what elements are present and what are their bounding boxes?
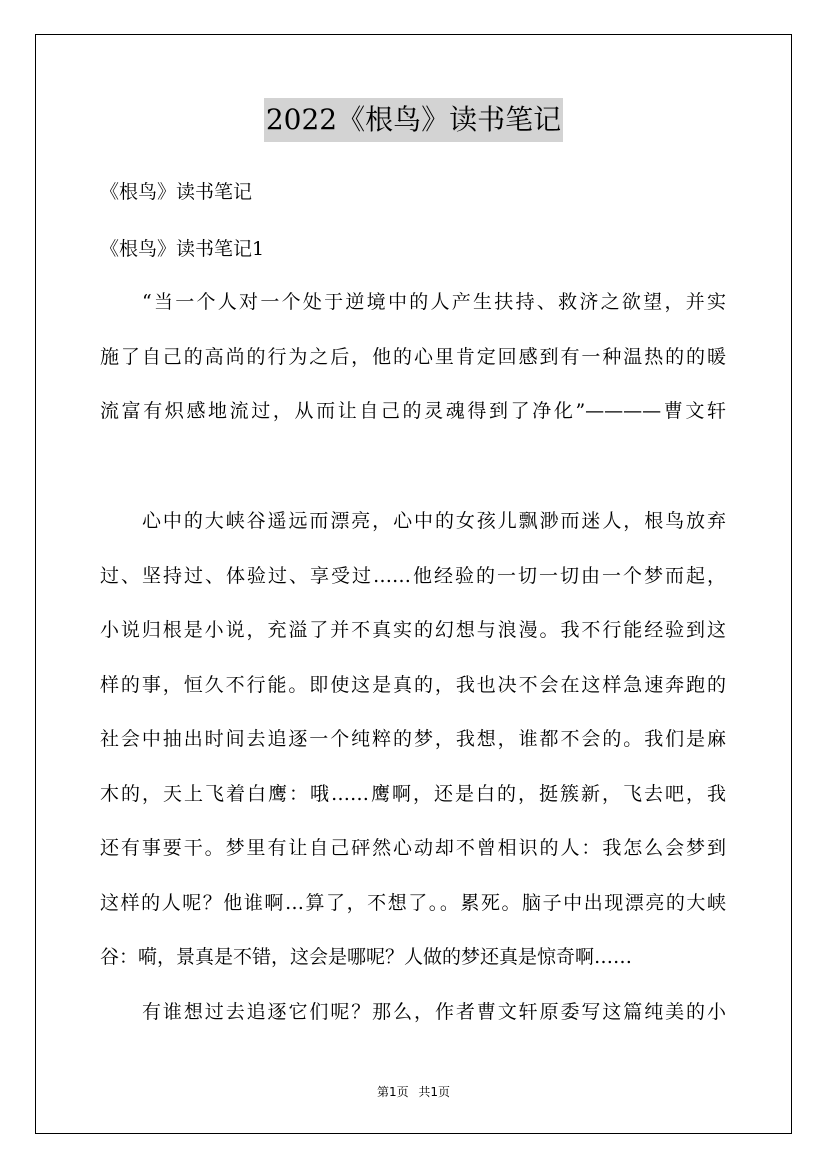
page-number: 第1页 bbox=[376, 1085, 409, 1099]
document-title-wrap bbox=[0, 98, 827, 142]
paragraph-line: 心中的大峡谷遥远而漂亮，心中的女孩儿飘渺而迷人，根鸟放弃 bbox=[142, 510, 726, 532]
paragraph-line: 木的，天上飞着白鹰：哦……鹰啊，还是白的，挺簇新，飞去吧，我 bbox=[100, 782, 726, 805]
paragraph-line: 有谁想过去追逐它们呢？那么，作者曹文轩原委写这篇纯美的小 bbox=[142, 1001, 726, 1023]
paragraph-3 bbox=[100, 985, 726, 1040]
page-footer bbox=[0, 1083, 827, 1100]
paragraph-line: “当一个人对一个处于逆境中的人产生扶持、救济之欲望，并实 bbox=[142, 291, 726, 313]
paragraph-line: 社会中抽出时间去追逐一个纯粹的梦，我想，谁都不会的。我们是麻 bbox=[100, 728, 726, 750]
paragraph-line: 施了自己的高尚的行为之后，他的心里肯定回感到有一种温热的的暖 bbox=[100, 345, 726, 368]
paragraph-line: 谷：嗬，景真是不错，这会是哪呢？人做的梦还真是惊奇啊…… bbox=[100, 946, 633, 968]
paragraph-line: 这样的人呢？他谁啊…算了，不想了。。累死。脑子中出现漂亮的大峡 bbox=[100, 891, 726, 914]
paragraph-1 bbox=[100, 275, 726, 439]
page-total: 共1页 bbox=[418, 1085, 451, 1099]
paragraph-line: 流富有炽感地流过，从而让自己的灵魂得到了净化”————曹文轩 bbox=[100, 400, 726, 422]
paragraph-line: 小说归根是小说，充溢了并不真实的幻想与浪漫。我不行能经验到这 bbox=[100, 619, 726, 641]
paragraph-2 bbox=[100, 494, 726, 985]
paragraph-line: 还有事要干。梦里有让自己砰然心动却不曾相识的人：我怎么会梦到 bbox=[100, 837, 726, 859]
document-title: 2022《根鸟》读书笔记 bbox=[264, 98, 563, 142]
heading-2: 《根鸟》读书笔记1 bbox=[100, 238, 265, 260]
paragraph-line: 过、坚持过、体验过、享受过……他经验的一切一切由一个梦而起， bbox=[100, 564, 726, 587]
paragraph-line: 样的事，恒久不行能。即使这是真的，我也决不会在这样急速奔跑的 bbox=[100, 673, 726, 696]
heading-1: 《根鸟》读书笔记 bbox=[100, 181, 253, 203]
